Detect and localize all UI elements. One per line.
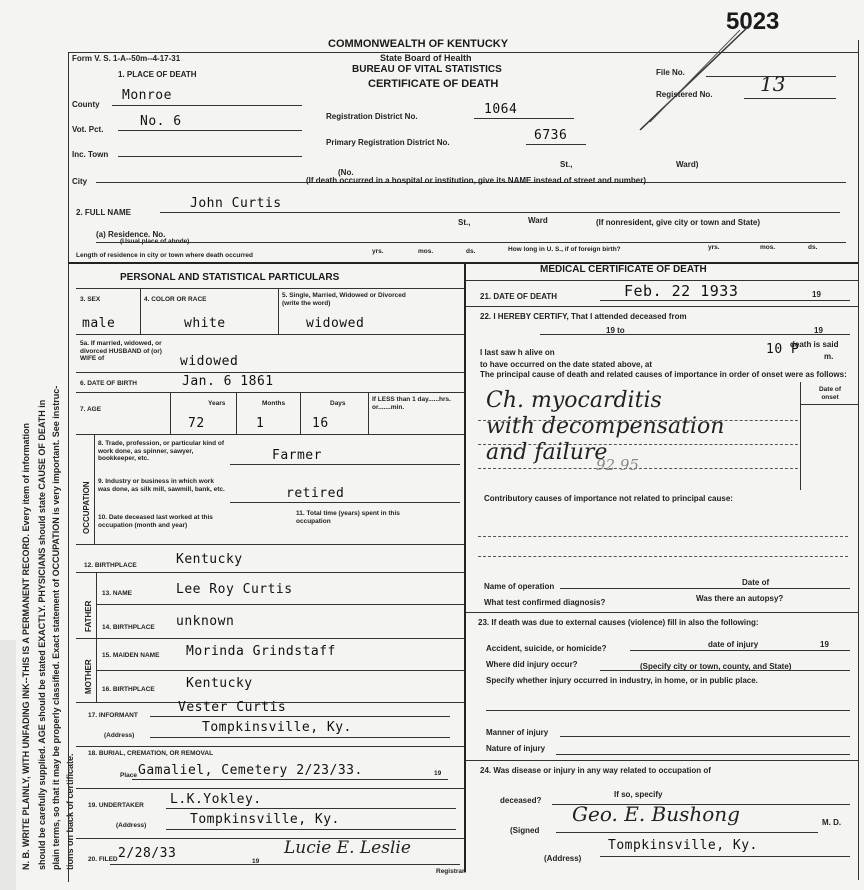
certify-label: 22. I HEREBY CERTIFY, That I attended deceased from: [480, 312, 687, 321]
mother-bp-value: Kentucky: [186, 676, 253, 691]
county-label: County: [72, 100, 100, 109]
age-days-value: 16: [312, 416, 329, 431]
margin-note-4: tions on back of certificate.: [65, 753, 75, 870]
marital-label: 5. Single, Married, Widowed or Divorced (write the word): [282, 292, 406, 307]
filed-year-label: 19: [252, 858, 260, 865]
date-of-death-year: 19: [812, 290, 821, 299]
undertaker-address-label: (Address): [116, 822, 147, 829]
scan-shadow: [0, 640, 16, 890]
margin-note-2: should be carefully supplied. AGE should be stated EXACTLY. PHYSICIANS should state CAUSE OF DEATH in: [37, 399, 47, 870]
residence-label: (a) Residence. No.: [96, 230, 166, 239]
birthplace-label: 12. BIRTHPLACE: [84, 562, 137, 569]
dob-value: Jan. 6 1861: [182, 374, 274, 389]
external-causes-label: 23. If death was due to external causes (violence) fill in also the following:: [478, 618, 759, 627]
cause-line-3: and failure: [486, 440, 608, 465]
physician-address-label: (Address): [544, 854, 582, 863]
medical-heading: MEDICAL CERTIFICATE OF DEATH: [540, 264, 707, 275]
length-ds: ds.: [466, 248, 476, 255]
margin-note-3: plain terms, so that it may be properly classified. Exact statement of OCCUPATION is very important. See instruc-: [51, 385, 61, 870]
total-time-label: 11. Total time (years) spent in this occupation: [296, 510, 400, 525]
trade-value: Farmer: [272, 448, 322, 463]
age-less-label: If LESS than 1 day......hrs. or.......min.: [372, 396, 451, 411]
length-yrs: yrs.: [372, 248, 384, 255]
age-months-label: Months: [262, 400, 286, 407]
age-months-value: 1: [256, 416, 265, 431]
occupation-side-label: OCCUPATION: [82, 481, 91, 534]
undertaker-label: 19. UNDERTAKER: [88, 802, 144, 809]
father-name-label: 13. NAME: [102, 590, 132, 597]
spouse-label: 5a. If married, widowed, or divorced HUSBAND of (or) WIFE of: [80, 340, 162, 362]
marital-value: widowed: [306, 316, 365, 331]
header-bureau: BUREAU OF VITAL STATISTICS: [352, 64, 502, 75]
full-name-label: 2. FULL NAME: [76, 208, 131, 217]
us-yrs: yrs.: [708, 244, 720, 251]
age-years-value: 72: [188, 416, 205, 431]
burial-year-label: 19: [434, 770, 442, 777]
usual-abode-label: (Usual place of abode): [120, 238, 190, 245]
color-label: 4. COLOR OR RACE: [144, 296, 207, 303]
reg-district-label: Registration District No.: [326, 112, 418, 121]
cause-code: 92 95: [596, 456, 639, 474]
certificate-number: 5023: [726, 8, 780, 35]
form-number: Form V. S. 1-A--50m--4-17-31: [72, 54, 181, 63]
margin-note-1: N. B. WRITE PLAINLY, WITH UNFADING INK--THIS IS A PERMANENT RECORD. Every item of information: [21, 422, 31, 870]
date-of-death-label: 21. DATE OF DEATH: [480, 292, 558, 301]
primary-district-value: 6736: [534, 128, 568, 143]
diagnosis-test-label: What test confirmed diagnosis?: [484, 598, 606, 607]
precinct-value: No. 6: [140, 114, 182, 129]
time-of-death: 10 P: [766, 342, 800, 357]
father-name-value: Lee Roy Curtis: [176, 582, 293, 597]
informant-label: 17. INFORMANT: [88, 712, 138, 719]
file-no-label: File No.: [656, 68, 685, 77]
registrar-label: Registrar.: [436, 868, 466, 875]
accident-label: Accident, suicide, or homicide?: [486, 644, 607, 653]
header-title: CERTIFICATE OF DEATH: [368, 78, 499, 90]
signed-label: (Signed: [510, 826, 540, 835]
us-mos: mos.: [760, 244, 776, 251]
informant-value: Vester Curtis: [178, 700, 287, 715]
injury-date-label: date of injury: [708, 640, 759, 649]
contributory-label: Contributory causes of importance not related to principal cause:: [484, 494, 733, 503]
undertaker-address-value: Tompkinsville, Ky.: [190, 812, 340, 827]
death-said-label: death is said: [790, 340, 839, 349]
nature-injury-label: Nature of injury: [486, 744, 546, 753]
registered-no-label: Registered No.: [656, 90, 713, 99]
age-years-label: Years: [208, 400, 226, 407]
residence-ward-label: Ward: [528, 216, 548, 225]
operation-label: Name of operation: [484, 582, 555, 591]
primary-district-label: Primary Registration District No.: [326, 138, 450, 147]
where-injury-label: Where did injury occur?: [486, 660, 578, 669]
dob-label: 6. DATE OF BIRTH: [80, 380, 137, 387]
header-state-board: State Board of Health: [380, 53, 472, 63]
informant-address-label: (Address): [104, 732, 135, 739]
length-residence-label: Length of residence in city or town where death occurred: [76, 252, 253, 259]
filed-value: 2/28/33: [118, 846, 177, 861]
mother-maiden-label: 15. MAIDEN NAME: [102, 652, 160, 659]
county-value: Monroe: [122, 88, 172, 103]
cause-line-2: with decompensation: [486, 414, 725, 439]
autopsy-label: Was there an autopsy?: [696, 594, 784, 603]
deceased-label: deceased?: [500, 796, 542, 805]
if-so-label: If so, specify: [614, 790, 663, 799]
certify-to-label: 19 to: [606, 326, 625, 335]
city-ward-label: Ward): [676, 160, 699, 169]
form-right-border: [858, 40, 859, 880]
md-label: M. D.: [822, 818, 842, 827]
date-onset-label: Date of onset: [818, 386, 842, 401]
father-side-label: FATHER: [84, 600, 93, 632]
industry-value: retired: [286, 486, 345, 501]
header-commonwealth: COMMONWEALTH OF KENTUCKY: [328, 38, 509, 50]
physician-signature: Geo. E. Bushong: [572, 802, 740, 826]
injury-location-label: Specify whether injury occurred in industry, in home, or in public place.: [486, 676, 758, 685]
operation-date-label: Date of: [742, 578, 770, 587]
mother-maiden-value: Morinda Grindstaff: [186, 644, 336, 659]
informant-address-value: Tompkinsville, Ky.: [202, 720, 352, 735]
burial-place-label: Place: [120, 772, 137, 779]
occurred-line: to have occurred on the date stated above, at: [480, 360, 653, 369]
hospital-note: (If death occurred in a hospital or institution, give its NAME instead of street and number): [306, 176, 647, 185]
age-days-label: Days: [330, 400, 346, 407]
reg-district-value: 1064: [484, 102, 518, 117]
registrar-signature: Lucie E. Leslie: [284, 838, 411, 858]
filed-label: 20. FILED: [88, 856, 118, 863]
full-name-value: John Curtis: [190, 196, 282, 211]
us-ds: ds.: [808, 244, 818, 251]
trade-label: 8. Trade, profession, or particular kind of work done, as spinner, sawyer, bookkeeper, etc.: [98, 440, 225, 462]
form-left-border: [68, 52, 69, 882]
town-label: Inc. Town: [72, 150, 109, 159]
undertaker-value: L.K.Yokley.: [170, 792, 262, 807]
certify-year-label: 19: [814, 326, 823, 335]
center-divider: [464, 262, 466, 872]
sex-value: male: [82, 316, 116, 331]
last-worked-label: 10. Date deceased last worked at this occupation (month and year): [98, 514, 213, 529]
city-st-label: St.,: [560, 160, 573, 169]
sex-label: 3. SEX: [80, 296, 101, 303]
nonresident-note: (If nonresident, give city or town and State): [596, 218, 761, 227]
father-bp-label: 14. BIRTHPLACE: [102, 624, 155, 631]
precinct-label: Vot. Pct.: [72, 125, 104, 134]
physician-address-value: Tompkinsville, Ky.: [608, 838, 758, 853]
length-mos: mos.: [418, 248, 434, 255]
mother-bp-label: 16. BIRTHPLACE: [102, 686, 155, 693]
city-no-label: (No.: [338, 168, 354, 177]
mother-side-label: MOTHER: [84, 659, 93, 694]
specify-city-label: (Specify city or town, county, and State): [640, 662, 792, 671]
last-saw-label: I last saw h alive on: [480, 348, 555, 357]
place-of-death-label: 1. PLACE OF DEATH: [118, 70, 197, 79]
spouse-value: widowed: [180, 354, 239, 369]
us-residence-label: How long in U. S., if of foreign birth?: [508, 246, 621, 253]
injury-year-label: 19: [820, 640, 829, 649]
burial-label: 18. BURIAL, CREMATION, OR REMOVAL: [88, 750, 214, 757]
manner-injury-label: Manner of injury: [486, 728, 549, 737]
m-label: m.: [824, 352, 834, 361]
personal-heading: PERSONAL AND STATISTICAL PARTICULARS: [120, 272, 340, 283]
residence-st-label: St.,: [458, 218, 471, 227]
birthplace-value: Kentucky: [176, 552, 243, 567]
color-value: white: [184, 316, 226, 331]
corner-pen-stroke: [630, 20, 760, 140]
principal-cause-label: The principal cause of death and related causes of importance in order of onset were as follows:: [480, 370, 847, 379]
cause-line-1: Ch. myocarditis: [486, 388, 662, 413]
city-label: City: [72, 177, 88, 186]
industry-label: 9. Industry or business in which work was done, as silk mill, sawmill, bank, etc.: [98, 478, 225, 493]
age-label: 7. AGE: [80, 406, 102, 413]
registered-no-value: 13: [760, 72, 786, 96]
burial-place-value: Gamaliel, Cemetery 2/23/33.: [138, 763, 363, 778]
date-of-death-value: Feb. 22 1933: [624, 282, 739, 300]
occupation-related-label: 24. Was disease or injury in any way related to occupation of: [480, 766, 711, 775]
father-bp-value: unknown: [176, 614, 235, 629]
